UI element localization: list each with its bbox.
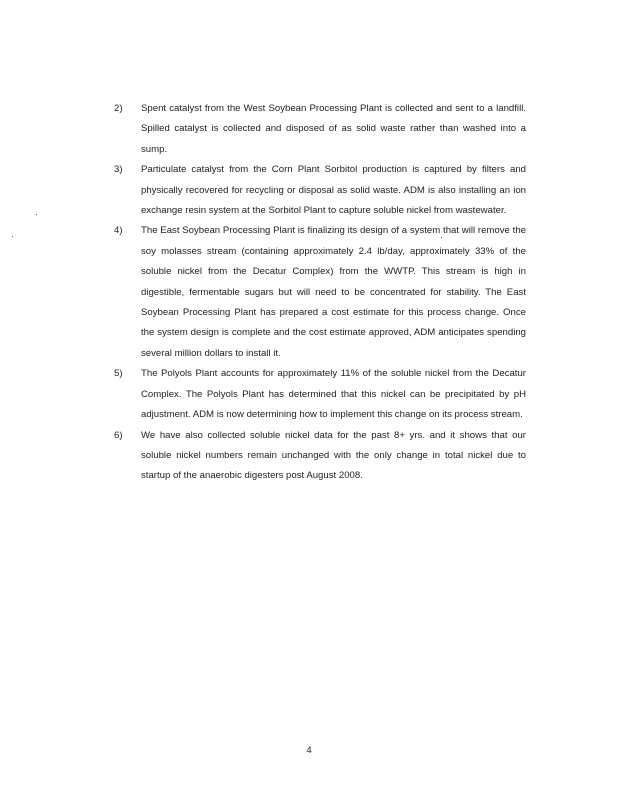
list-item: [114, 221, 526, 364]
list-item-text: The Polyols Plant accounts for approximately 11% of the soluble nickel from the Decatur Complex. The Polyols Plant has determined that this nickel can be precipitated by pH adjustment. ADM is now determining how to implement this change on its process stream.: [141, 368, 526, 421]
scan-speck: [36, 214, 37, 215]
numbered-list: [114, 99, 526, 487]
list-item-number: 6): [114, 429, 123, 441]
list-item-number: 2): [114, 103, 123, 114]
page-number: 4: [306, 745, 312, 756]
list-item-number: 5): [114, 368, 123, 380]
list-item-text: Particulate catalyst from the Corn Plant Sorbitol production is captured by filters and physically recovered for recycling or disposal as solid waste. ADM is also installing an ion exchange resin system at the Sorbitol Plant to capture soluble nickel from wastewater.: [141, 164, 526, 217]
list-item-text: We have also collected soluble nickel data for the past 8+ yrs. and it shows that our soluble nickel numbers remain unchanged with the only change in total nickel due to startup of the anaerobic digesters post August 2008.: [141, 429, 526, 482]
list-item: [114, 364, 526, 425]
list-item-number: 3): [114, 164, 123, 176]
list-item-number: 4): [114, 225, 123, 237]
list-item: [114, 99, 526, 160]
list-item: [114, 160, 526, 221]
list-item-text: Spent catalyst from the West Soybean Processing Plant is collected and sent to a landfill. Spilled catalyst is collected and disposed of as solid waste rather than washed into a sump.: [141, 103, 526, 155]
scan-speck: [441, 237, 442, 238]
list-item: [114, 426, 526, 487]
list-item-text: The East Soybean Processing Plant is finalizing its design of a system that will remove the soy molasses stream (containing approximately 2.4 lb/day, approximately 33% of the soluble nickel from the Decatur Complex) from the WWTP. This stream is high in digestible, fermentable sugars but will need to be concentrated for stability. The East Soybean Processing Plant has prepared a cost estimate for this process change. Once the system design is complete and the cost estimate approved, ADM anticipates spending several million dollars to install it.: [141, 225, 526, 359]
scan-speck: [12, 236, 13, 237]
